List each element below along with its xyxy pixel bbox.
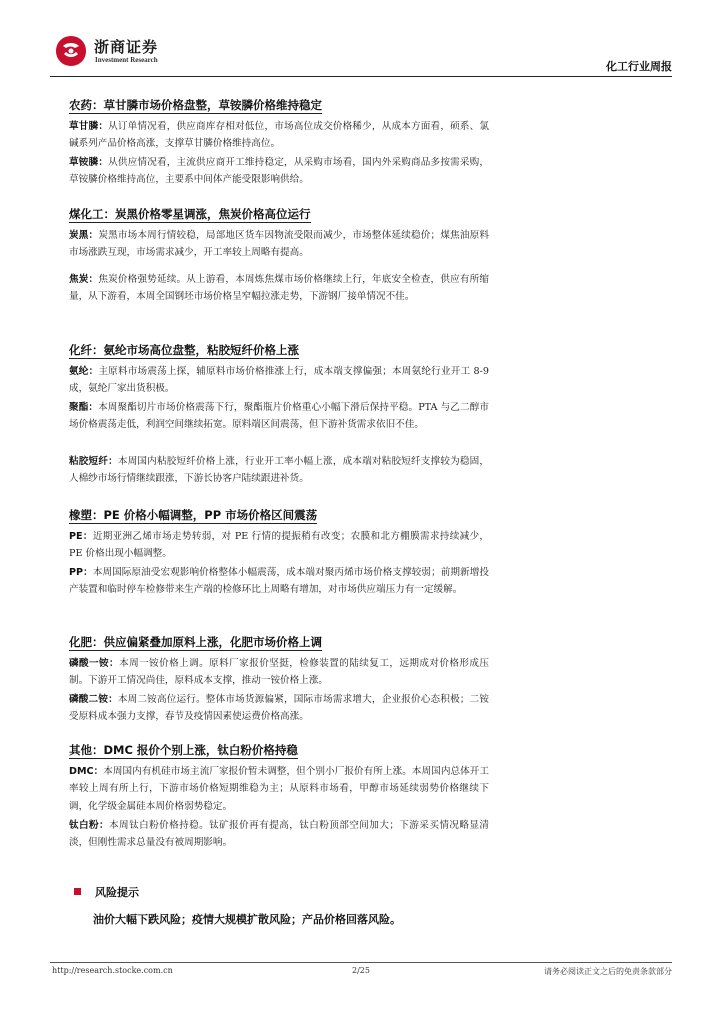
paragraph [69,528,489,563]
risk-text: 油价大幅下跌风险；疫情大规模扩散风险；产品价格回落风险。 [93,913,401,926]
report-type: 化工行业周报 [606,60,672,73]
brand-name-en: Investment Research [95,56,158,64]
paragraph-label: PP： [69,567,93,578]
paragraph-label: 氨纶： [69,366,99,377]
paragraph-text: 本周一铵价格上调。原料厂家报价坚挺，检修装置的陆续复工，远期成对价格形成压制。下游开工情况尚佳，原料成本支撑，推动一铵价格上涨。 [69,658,490,687]
paragraph [69,118,489,153]
paragraph-label: PE： [69,531,93,542]
section-title: 其他：DMC 报价个别上涨，钛白粉价格持稳 [69,743,298,757]
paragraph-label: 磷酸一铵： [69,658,120,669]
paragraph [69,363,489,398]
paragraph-text: 本周国际原油受宏观影响价格整体小幅震荡，成本端对聚丙烯市场价格支撑较弱；前期新增投产装置和临时停车检修带来生产端的检修环比上周略有增加，对市场供应端压力有一定缓解。 [69,567,489,596]
section-title: 化肥：供应偏紧叠加原料上涨，化肥市场价格上调 [69,635,322,649]
paragraph-label: 粘胶短纤： [69,456,118,467]
footer-url[interactable]: http://research.stocke.com.cn [52,966,173,975]
paragraph [69,399,489,434]
paragraph-label: 草甘膦： [69,121,109,132]
paragraph [69,453,489,488]
paragraph [69,691,489,726]
header-divider [50,76,672,77]
risk-heading: 风险提示 [74,884,139,900]
paragraph [69,763,489,815]
paragraph [69,227,489,262]
paragraph-text: 从供应情况看，主流供应商开工维持稳定，从采购市场看，国内外采购商品多按需采购，草铵膦价格维持高位，主要系中间体产能受限影响供给。 [69,157,490,186]
paragraph [69,564,489,599]
paragraph-text: 本周国内有机硅市场主流厂家报价暂未调整，但个别小厂报价有所上涨。本周国内总体开工率较上周有所上行，下游市场价格短期维稳为主；从原料市场看，甲醇市场延续弱势价格继续下调，化学级金属硅本周价格弱势稳定。 [69,766,489,812]
footer-disclaimer: 请务必阅读正文之后的免责条款部分 [544,967,672,976]
paragraph-text: 本周钛白粉价格持稳。钛矿报价再有提高，钛白粉顶部空间加大；下游采买情况略显清淡，但刚性需求总量没有被周期影响。 [69,820,490,849]
paragraph-text: 本周国内粘胶短纤价格上涨，行业开工率小幅上涨，成本端对粘胶短纤支撑较为稳固，人棉纱市场行情继续跟涨，下游长协客户陆续跟进补货。 [69,456,490,485]
section-title: 农药：草甘膦市场价格盘整，草铵膦价格维持稳定 [69,98,322,112]
footer-divider [50,962,672,963]
paragraph-text: 主原料市场震荡上探，辅原料市场价格推涨上行，成本端支撑偏强；本周氨纶行业开工 8-9 成，氨纶厂家出货积极。 [69,366,490,395]
paragraph-text: 本周二铵高位运行。整体市场货源偏紧，国际市场需求增大，企业报价心态积极；二铵受原料成本强力支撑，春节及疫情因素使运费价格高涨。 [69,694,490,723]
paragraph-label: 焦炭： [69,274,99,285]
section-title: 橡塑：PE 价格小幅调整，PP 市场价格区间震荡 [69,508,318,522]
square-bullet-icon [74,888,81,895]
paragraph [69,817,489,852]
paragraph-label: 聚酯： [69,402,99,413]
section-title: 煤化工：炭黑价格零星调涨，焦炭价格高位运行 [69,207,311,221]
page-header [50,34,672,76]
paragraph-text: 近期亚洲乙烯市场走势转弱，对 PE 行情的提振稍有改变；农膜和北方棚膜需求持续减少，PE 价格出现小幅调整。 [69,531,489,560]
paragraph-label: 钛白粉： [69,820,110,831]
paragraph-text: 从订单情况看，供应商库存相对低位，市场高位成交价格稀少，从成本方面看，硕系、氯碱系列产品价格高涨，支撑草甘膦价格维持高位。 [69,121,490,150]
paragraph-text: 焦炭价格强势延续。从上游看，本周炼焦煤市场价格继续上行，年底安全检查，供应有所缩量，从下游看，本周全国钢坯市场价格呈窄幅拉涨走势，下游钢厂接单情况不佳。 [69,274,490,303]
paragraph [69,271,489,306]
section-title: 化纤：氨纶市场高位盘整，粘胶短纤价格上涨 [69,343,299,357]
paragraph-label: DMC： [69,766,104,777]
paragraph-label: 草铵膦： [69,157,109,168]
paragraph-text: 本周聚酯切片市场价格震荡下行，聚酯瓶片价格重心小幅下滑后保持平稳。PTA 与乙二醇市场价格震荡走低，利润空间继续拓宽。原料端区间震荡，但下游补货需求依旧不佳。 [69,402,490,431]
page-number: 2/25 [352,966,370,975]
paragraph-label: 炭黑： [69,230,99,241]
paragraph [69,655,489,690]
paragraph [69,154,489,189]
paragraph-text: 炭黑市场本周行情较稳，局部地区货车因物流受限而减少，市场整体延续稳价；煤焦油原料市场涨跌互现，市场需求减少，开工率较上周略有提高。 [69,230,490,259]
zheshang-logo-icon [54,34,88,68]
brand-name: 浙商证券 [94,38,159,56]
paragraph-label: 磷酸二铵： [69,694,118,705]
